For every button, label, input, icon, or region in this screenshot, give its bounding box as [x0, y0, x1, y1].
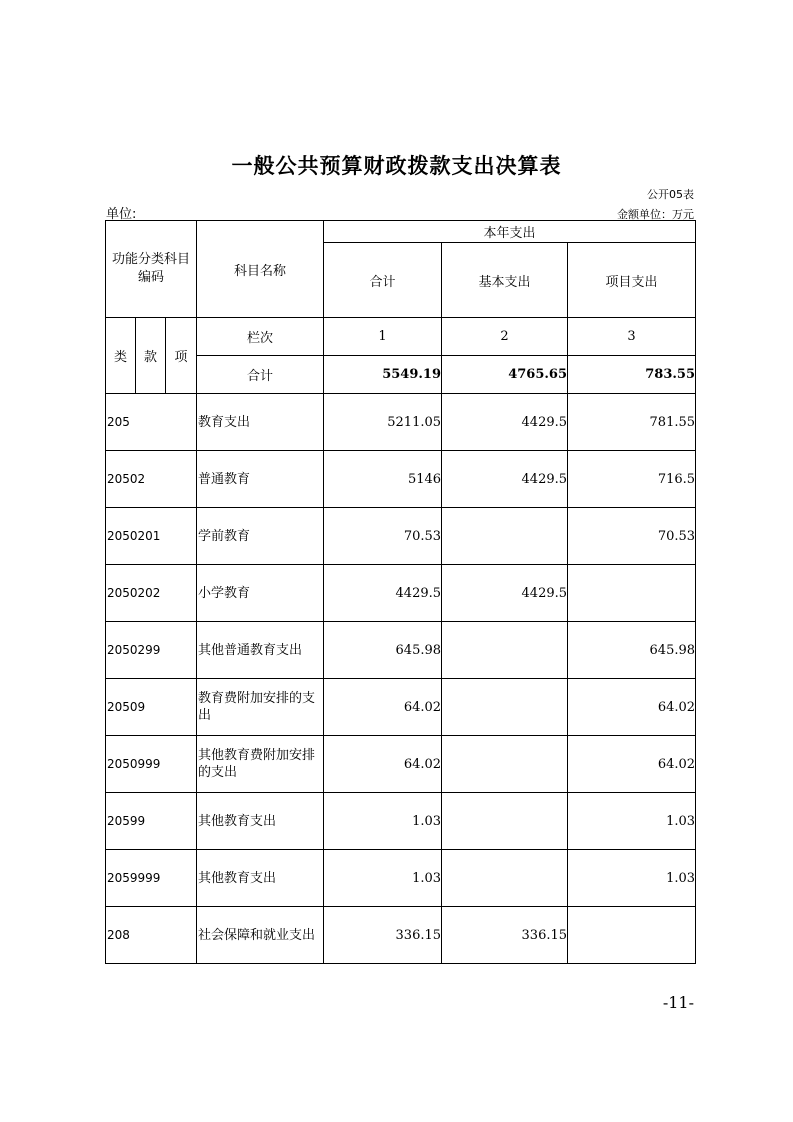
- expenditure-table: [105, 220, 696, 964]
- row-project: 70.53: [568, 508, 696, 565]
- table-row: [106, 394, 696, 451]
- row-basic: [442, 850, 568, 907]
- row-code: 208: [106, 907, 197, 964]
- row-subject-name: 其他教育支出: [197, 850, 324, 907]
- header-class: 类: [106, 318, 136, 394]
- page-title: 一般公共预算财政拨款支出决算表: [231, 154, 562, 178]
- row-project: 781.55: [568, 394, 696, 451]
- table-row: [106, 736, 696, 793]
- page-number: -11-: [662, 993, 694, 1012]
- total-row-label: 合计: [197, 356, 324, 394]
- row-basic: 336.15: [442, 907, 568, 964]
- row-index-3: 3: [568, 318, 696, 356]
- row-basic: [442, 508, 568, 565]
- row-project: [568, 907, 696, 964]
- row-total: 645.98: [324, 622, 442, 679]
- row-code: 2050201: [106, 508, 197, 565]
- row-code: 20502: [106, 451, 197, 508]
- row-project: 1.03: [568, 793, 696, 850]
- total-project: 783.55: [568, 356, 696, 394]
- table-row: [106, 565, 696, 622]
- row-project: [568, 565, 696, 622]
- total-sum: 5549.19: [324, 356, 442, 394]
- row-basic: 4429.5: [442, 394, 568, 451]
- row-code: 20599: [106, 793, 197, 850]
- row-code: 2050299: [106, 622, 197, 679]
- row-total: 64.02: [324, 736, 442, 793]
- row-subject-name: 教育支出: [197, 394, 324, 451]
- row-basic: [442, 736, 568, 793]
- row-code: 205: [106, 394, 197, 451]
- row-subject-name: 社会保障和就业支出: [197, 907, 324, 964]
- row-total: 336.15: [324, 907, 442, 964]
- row-code: 2059999: [106, 850, 197, 907]
- row-subject-name: 学前教育: [197, 508, 324, 565]
- row-code: 20509: [106, 679, 197, 736]
- row-subject-name: 其他教育费附加安排的支出: [197, 736, 324, 793]
- row-total: 1.03: [324, 793, 442, 850]
- row-basic: [442, 679, 568, 736]
- row-project: 64.02: [568, 679, 696, 736]
- row-project: 716.5: [568, 451, 696, 508]
- row-code: 2050202: [106, 565, 197, 622]
- row-subject-name: 教育费附加安排的支出: [197, 679, 324, 736]
- row-total: 4429.5: [324, 565, 442, 622]
- row-subject-name: 小学教育: [197, 565, 324, 622]
- row-total: 64.02: [324, 679, 442, 736]
- table-body: [106, 221, 696, 964]
- header-item: 项: [166, 318, 197, 394]
- row-basic: 4429.5: [442, 451, 568, 508]
- row-project: 1.03: [568, 850, 696, 907]
- total-basic: 4765.65: [442, 356, 568, 394]
- row-project: 645.98: [568, 622, 696, 679]
- header-project: 项目支出: [568, 243, 696, 318]
- row-index-1: 1: [324, 318, 442, 356]
- table-row: [106, 451, 696, 508]
- row-subject-name: 其他普通教育支出: [197, 622, 324, 679]
- header-code-group: 功能分类科目编码: [106, 221, 197, 318]
- table-row: [106, 622, 696, 679]
- row-index-label: 栏次: [197, 318, 324, 356]
- table-row: [106, 679, 696, 736]
- table-row: [106, 907, 696, 964]
- table-row: [106, 508, 696, 565]
- table-row: [106, 793, 696, 850]
- row-total: 5211.05: [324, 394, 442, 451]
- row-total: 1.03: [324, 850, 442, 907]
- row-basic: [442, 622, 568, 679]
- row-code: 2050999: [106, 736, 197, 793]
- row-subject-name: 普通教育: [197, 451, 324, 508]
- row-project: 64.02: [568, 736, 696, 793]
- header-subject-name: 科目名称: [197, 221, 324, 318]
- table-row: [106, 850, 696, 907]
- form-number: 公开05表: [647, 188, 694, 201]
- row-basic: [442, 793, 568, 850]
- row-basic: 4429.5: [442, 565, 568, 622]
- header-section: 款: [136, 318, 166, 394]
- row-total: 5146: [324, 451, 442, 508]
- money-unit-label: 金额单位：万元: [617, 208, 694, 221]
- unit-label: 单位:: [106, 207, 137, 222]
- header-total: 合计: [324, 243, 442, 318]
- row-subject-name: 其他教育支出: [197, 793, 324, 850]
- row-total: 70.53: [324, 508, 442, 565]
- row-index-2: 2: [442, 318, 568, 356]
- header-this-year: 本年支出: [324, 221, 696, 243]
- header-basic: 基本支出: [442, 243, 568, 318]
